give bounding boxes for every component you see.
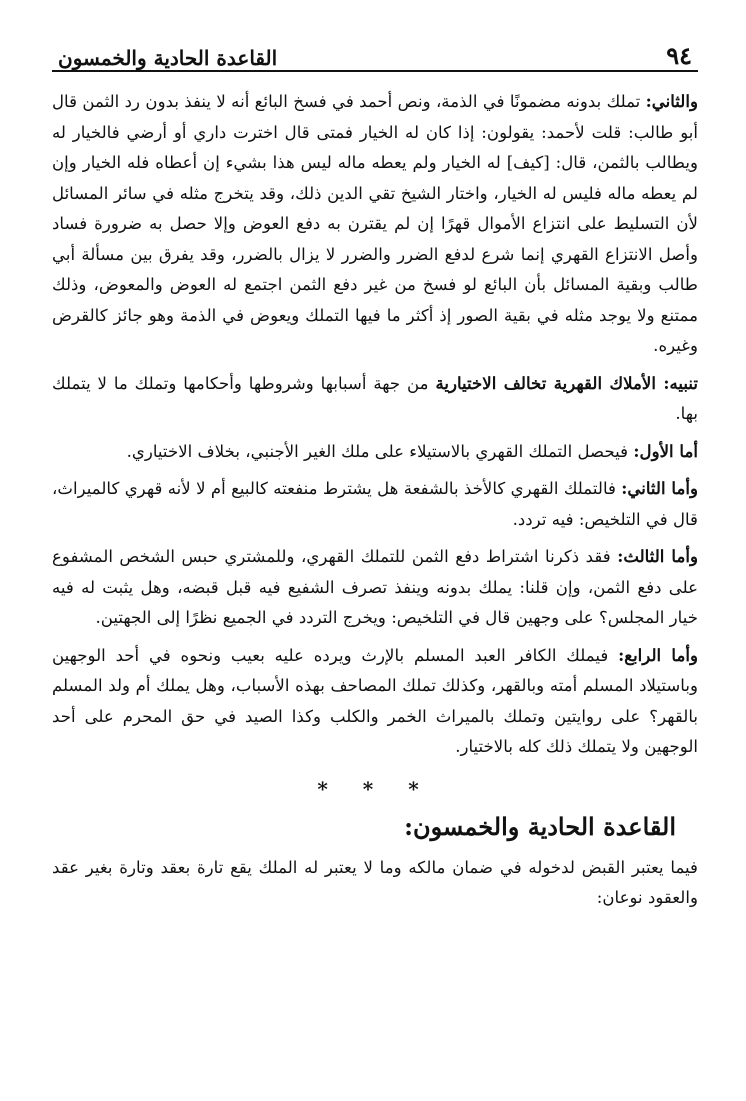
page-header <box>52 34 698 72</box>
running-title: القاعدة الحادية والخمسون <box>58 46 278 70</box>
paragraph-text: فيحصل التملك القهري بالاستيلاء على ملك الغير الأجنبي، بخلاف الاختياري. <box>126 441 629 461</box>
paragraph-text: تملك بدونه مضمونًا في الذمة، ونص أحمد في فسخ البائع أنه لا ينفذ بدون رد الثمن قال أبو طالب: قلت لأحمد: يقولون: إذا كان له الخيار فمتى قال اخترت داري أو أرضي فالخيار له ويطالب بالثمن، قال: [كيف] له الخيار ولم يعطه ماله ليس هذا بشيء إن أعطاه فله الخيار وإن لم يعطه ماله فليس له الخيار، واختار الشيخ تقي الدين ذلك، وقد يتخرج مثله في سائر المسائل لأن التسليط على انتزاع الأموال قهرًا إن لم يقترن به دفع العوض وإلا حصل به ضرورة فساد وأصل الانتزاع القهري إنما شرع لدفع الضرر والضرر لا يزال بالضرر، وقد يفرق بين مسألة أبي طالب وبقية المسائل بأن البائع لو فسخ من غير دفع الثمن اجتمع له العوض والمعوض، وذلك ممتنع ولا يوجد مثله في بقية الصور إذ أكثر ما فيها التملك ويعوض في الذمة وهو جائز كالقرض وغيره. <box>52 92 698 355</box>
paragraph-lead-term: وأما الرابع: <box>618 644 698 665</box>
page-number: ٩٤ <box>666 41 692 70</box>
paragraph-text: فقد ذكرنا اشتراط دفع الثمن للتملك القهري، وللمشتري حبس الشخص المشفوع على دفع الثمن، وإن قلنا: يملك بدونه وينفذ تصرف الشفيع فيه قبل قبضه، وهل يثبت له فيه خيار المجلس؟ على وجهين قال في التلخيص: ويخرج التردد في الجميع نظرًا إلى الجهتين. <box>52 547 698 627</box>
paragraph-fourth <box>52 640 698 763</box>
paragraph-text: فالتملك القهري كالأخذ بالشفعة هل يشترط منفعته كالبيع أم لا لأنه قهري كالميراث، قال في التلخيص: فيه تردد. <box>52 479 698 529</box>
section-intro-paragraph: فيما يعتبر القبض لدخوله في ضمان مالكه وما لا يعتبر له الملك يقع تارة بعقد وتارة بغير عقد والعقود نوعان: <box>52 857 698 907</box>
paragraph-second-case <box>52 86 698 362</box>
paragraph-note <box>52 368 698 430</box>
page-body <box>52 86 698 914</box>
section-heading: القاعدة الحادية والخمسون: <box>404 811 676 841</box>
paragraph-lead-term: تنبيه: الأملاك القهرية تخالف الاختيارية <box>435 372 698 393</box>
section-separator: * * * <box>317 776 433 801</box>
paragraph-lead-term: وأما الثالث: <box>617 546 698 566</box>
paragraph-second <box>52 473 698 535</box>
paragraph-third <box>52 541 698 634</box>
paragraph-text: فيملك الكافر العبد المسلم بالإرث ويرده عليه بعيب ونحوه في أحد الوجهين وباستيلاد المسلم أمته وبالقهر، وكذلك تملك المصاحف بهذه الأسباب، وهل يملك أم ولد المسلم بالقهر؟ على روايتين وتملك بالميراث الخمر والكلب وكذا الصيد في حق المحرم على أحد الوجهين ولا يتملك ذلك كله بالاختيار. <box>52 645 698 756</box>
paragraph-text: من جهة أسبابها وشروطها وأحكامها وتملك ما لا يتملك بها. <box>52 373 698 423</box>
paragraph-first <box>52 436 698 468</box>
paragraph-lead-term: وأما الثاني: <box>621 478 698 498</box>
paragraph-lead-term: أما الأول: <box>633 440 698 461</box>
paragraph-lead-term: والثاني: <box>645 91 698 111</box>
